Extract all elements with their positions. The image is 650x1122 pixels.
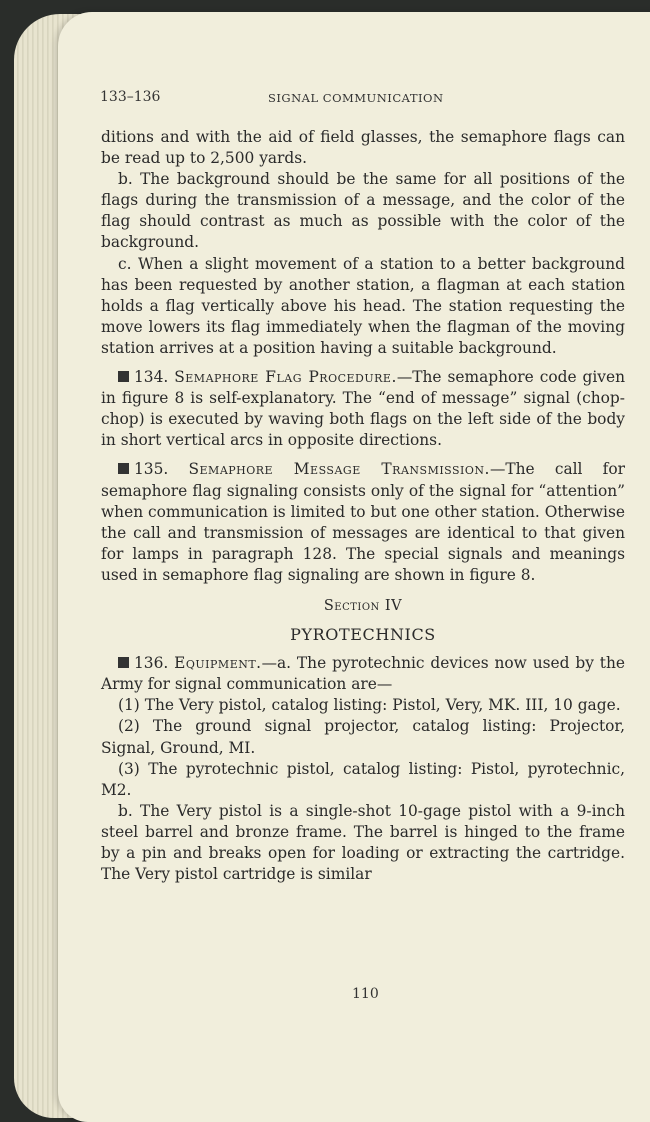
paragraph-c: c. When a slight movement of a station to a better background has been requested by another station, a flagman at each station holds a flag vertically above his head. The station requesting the move lowers its flag immediately when the flagman of the moving station arrives at a position having a suitable background. bbox=[101, 254, 625, 357]
section-label: Section IV bbox=[323, 597, 403, 614]
paragraph-135 bbox=[101, 459, 625, 586]
paragraph-heading: Equipment. bbox=[174, 654, 262, 673]
paragraph-b: b. The background should be the same for all positions of the flags during the transmission of a message, and the color of the flag should contrast as much as possible with the color of the background. bbox=[101, 170, 625, 252]
paragraph-number: 134. bbox=[134, 368, 169, 387]
paragraph-number: 135. bbox=[134, 460, 169, 479]
list-item-1: (1) The Very pistol, catalog listing: Pistol, Very, MK. III, 10 gage. bbox=[118, 696, 621, 715]
section-title: PYROTECHNICS bbox=[290, 625, 436, 645]
paragraph-body: —The call for semaphore flag signaling consists only of the signal for “attention” when communication is limited to but one other station. Otherwise the call and transmission of messages are identical to that given for lamps in paragraph 128. The special signals and meanings used in semaphore flag signaling are shown in figure 8. bbox=[101, 460, 625, 584]
paragraph-continued: ditions and with the aid of field glasses, the semaphore flags can be read up to 2,500 yards. bbox=[101, 128, 625, 168]
running-header bbox=[100, 89, 630, 109]
page-number: 110 bbox=[352, 986, 379, 1002]
paragraph-heading: Semaphore Message Transmission. bbox=[188, 460, 490, 479]
section-mark-icon bbox=[118, 657, 129, 668]
page-range: 133–136 bbox=[100, 89, 161, 105]
paragraph-heading: Semaphore Flag Procedure. bbox=[174, 368, 397, 387]
paragraph-134 bbox=[101, 367, 625, 451]
paragraph-136-b: b. The Very pistol is a single-shot 10-gage pistol with a 9-inch steel barrel and bronze frame. The barrel is hinged to the frame by a pin and breaks open for loading or extracting the cartridge. The Very pistol cartridge is similar bbox=[101, 801, 625, 884]
section-mark-icon bbox=[118, 371, 129, 382]
paragraph-body: —a. The pyrotechnic devices now used by the Army for signal communication are— bbox=[101, 654, 625, 694]
body-text bbox=[101, 127, 625, 885]
paragraph-number: 136. bbox=[134, 654, 169, 673]
running-title: SIGNAL COMMUNICATION bbox=[268, 91, 444, 105]
list-item-3: (3) The pyrotechnic pistol, catalog listing: Pistol, pyrotechnic, M2. bbox=[101, 759, 625, 799]
paragraph-body: —The semaphore code given in figure 8 is self-explanatory. The “end of message” signal (chop-chop) is executed by waving both flags on the left side of the body in short vertical arcs in opposite directions. bbox=[101, 368, 625, 450]
list-item-2: (2) The ground signal projector, catalog listing: Projector, Signal, Ground, MI. bbox=[101, 717, 625, 757]
section-mark-icon bbox=[118, 463, 129, 474]
paragraph-136 bbox=[101, 653, 625, 695]
